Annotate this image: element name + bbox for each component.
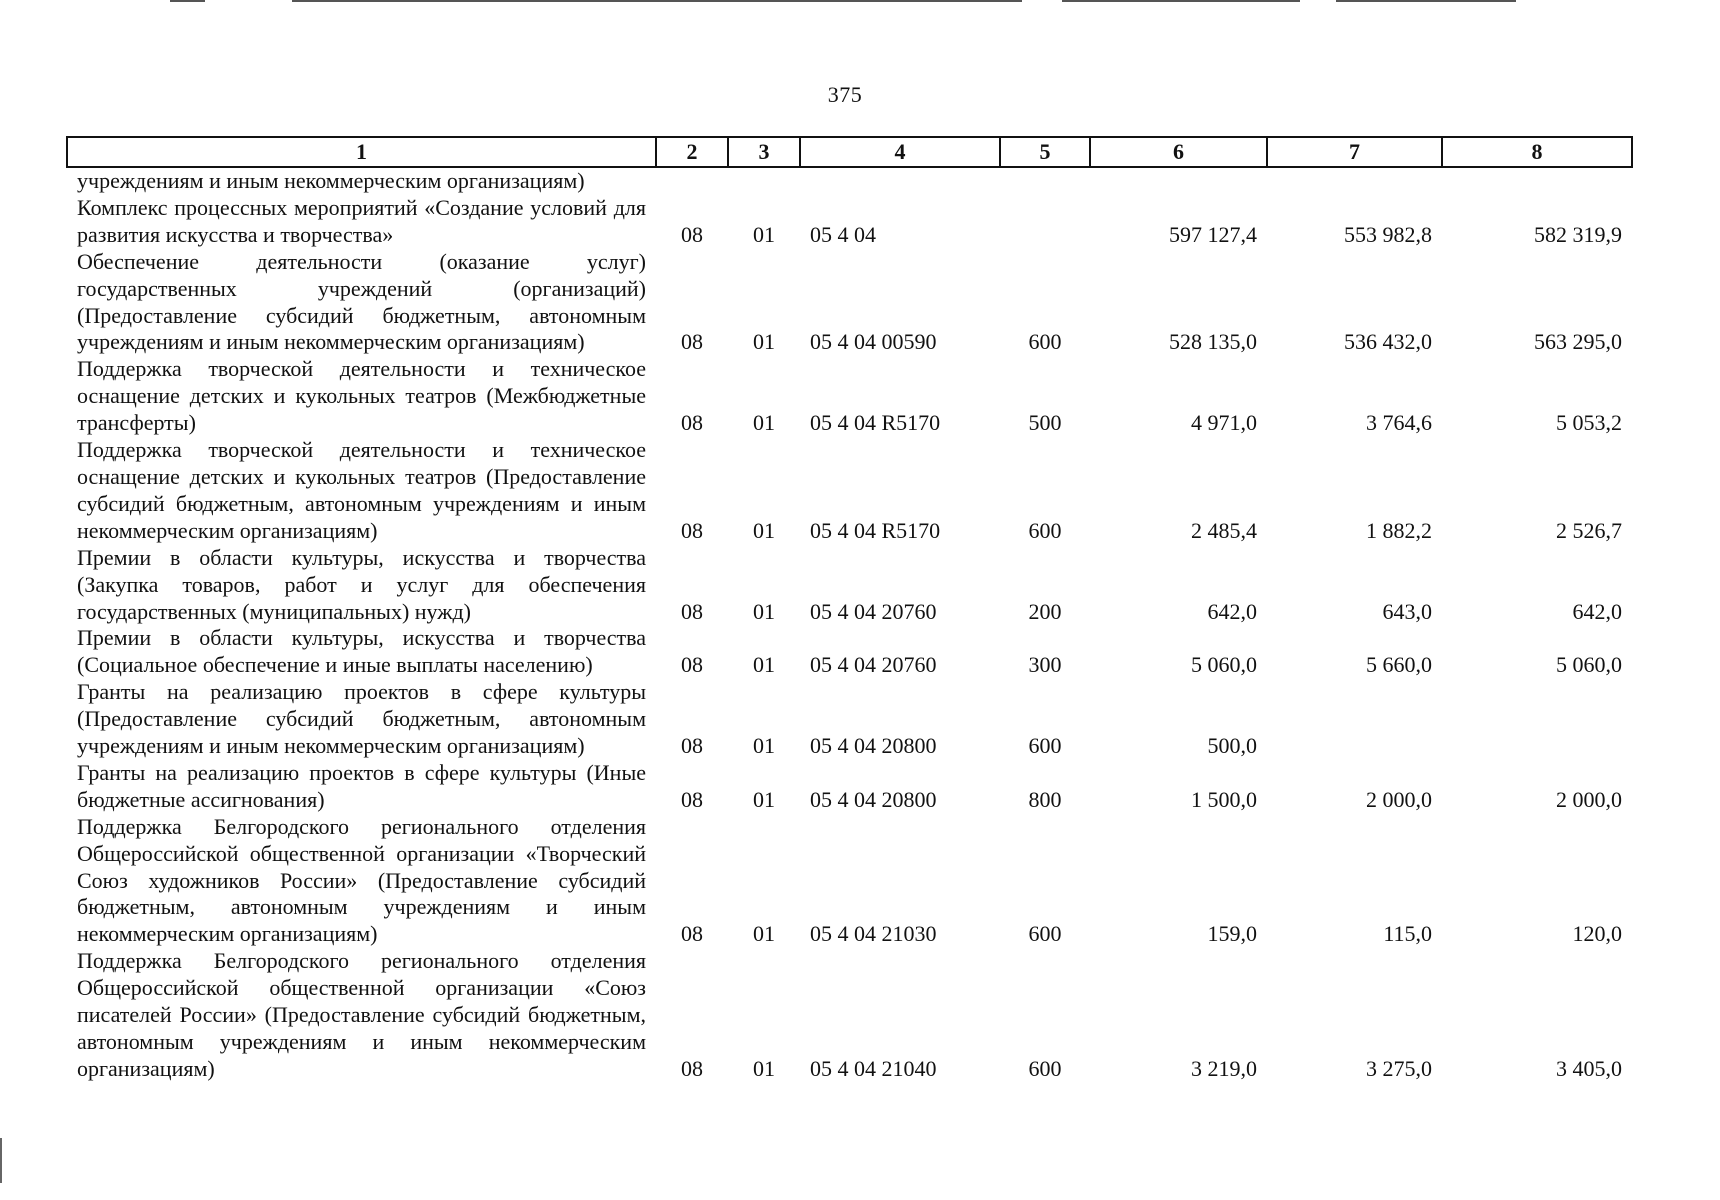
column-header: 3 (728, 137, 800, 167)
amount-col-7: 3 764,6 (1366, 410, 1432, 436)
amount-col-7: 536 432,0 (1344, 329, 1432, 355)
row-description: Поддержка творческой деятельности и техническое оснащение детских и кукольных театров (Предоставление субсидий бюджетным, автономным учреждениям и иным некоммерческим организациям) (77, 437, 646, 543)
section-code (656, 167, 728, 195)
amount-col-7: 115,0 (1383, 921, 1432, 947)
target-article-code: 05 4 04 20800 (810, 733, 937, 759)
amount-col-7: 1 882,2 (1366, 517, 1432, 543)
scan-edge-line (1062, 0, 1300, 2)
table-body (67, 167, 1632, 1083)
page-number: 375 (827, 82, 863, 107)
subsection-code: 01 (753, 733, 775, 759)
amount-col-6: 159,0 (1207, 921, 1257, 947)
amount-col-6: 5 060,0 (1191, 652, 1257, 678)
amount-col-7 (1267, 167, 1442, 195)
row-description: Премии в области культуры, искусства и творчества (Социальное обеспечение и иные выплаты населению) (77, 625, 646, 678)
amount-col-8: 582 319,9 (1534, 221, 1622, 247)
amount-col-8 (1442, 679, 1632, 760)
row-description: Поддержка Белгородского регионального отделения Общероссийской общественной организации «Союз писателей России» (Предоставление субсидий бюджетным, автономным учреждениям и иным некоммерческим организациям) (77, 948, 646, 1081)
subsection-code: 01 (753, 1055, 775, 1081)
expense-type-code: 600 (1028, 517, 1062, 543)
table-row (67, 545, 1632, 626)
target-article-code: 05 4 04 20760 (810, 652, 937, 678)
column-header: 6 (1090, 137, 1267, 167)
expense-type-code: 600 (1028, 329, 1062, 355)
section-code: 08 (681, 652, 703, 678)
amount-col-7: 2 000,0 (1366, 786, 1432, 812)
table-row (67, 948, 1632, 1083)
amount-col-8: 3 405,0 (1556, 1055, 1622, 1081)
amount-col-6: 4 971,0 (1191, 410, 1257, 436)
row-description: Гранты на реализацию проектов в сфере культуры (Иные бюджетные ассигнования) (77, 759, 646, 812)
table-row (67, 625, 1632, 679)
table-row (67, 760, 1632, 814)
amount-col-6: 528 135,0 (1169, 329, 1257, 355)
amount-col-7: 3 275,0 (1366, 1055, 1432, 1081)
amount-col-8: 642,0 (1572, 598, 1622, 624)
section-code: 08 (681, 598, 703, 624)
amount-col-8: 2 000,0 (1556, 786, 1622, 812)
scan-edge-line (1336, 0, 1516, 2)
section-code: 08 (681, 329, 703, 355)
table-header-row (67, 137, 1632, 167)
amount-col-8 (1442, 167, 1632, 195)
section-code: 08 (681, 786, 703, 812)
expense-type-code: 300 (1028, 652, 1062, 678)
expense-type-code (1000, 195, 1090, 249)
section-code: 08 (681, 1055, 703, 1081)
expense-type-code: 600 (1028, 733, 1062, 759)
amount-col-6: 642,0 (1207, 598, 1257, 624)
section-code: 08 (681, 221, 703, 247)
column-header: 7 (1267, 137, 1442, 167)
expense-type-code: 800 (1028, 786, 1062, 812)
table-row (67, 167, 1632, 195)
subsection-code: 01 (753, 786, 775, 812)
expense-type-code (1000, 167, 1090, 195)
amount-col-8: 120,0 (1572, 921, 1622, 947)
table-row (67, 437, 1632, 545)
amount-col-7: 643,0 (1382, 598, 1432, 624)
row-description: учреждениям и иным некоммерческим организациям) (77, 168, 585, 193)
amount-col-6 (1090, 167, 1267, 195)
subsection-code: 01 (753, 221, 775, 247)
amount-col-8: 5 053,2 (1556, 410, 1622, 436)
section-code: 08 (681, 517, 703, 543)
subsection-code: 01 (753, 329, 775, 355)
row-description: Поддержка Белгородского регионального отделения Общероссийской общественной организации «Творческий Союз художников России» (Предоставление субсидий бюджетным, автономным учреждениям и иным некоммерческим организациям) (77, 813, 646, 947)
column-header: 5 (1000, 137, 1090, 167)
table-row (67, 356, 1632, 437)
target-article-code: 05 4 04 20800 (810, 786, 937, 812)
amount-col-6: 500,0 (1207, 733, 1257, 759)
target-article-code: 05 4 04 R5170 (810, 410, 941, 436)
column-header: 4 (800, 137, 1000, 167)
amount-col-6: 1 500,0 (1191, 786, 1257, 812)
expense-type-code: 500 (1028, 410, 1062, 436)
amount-col-6: 597 127,4 (1169, 221, 1257, 247)
subsection-code: 01 (753, 410, 775, 436)
section-code: 08 (681, 410, 703, 436)
column-header: 1 (67, 137, 656, 167)
amount-col-7 (1267, 679, 1442, 760)
expense-type-code: 200 (1028, 598, 1062, 624)
scan-edge-line (0, 1138, 2, 1183)
amount-col-6: 3 219,0 (1191, 1055, 1257, 1081)
row-description: Гранты на реализацию проектов в сфере культуры (Предоставление субсидий бюджетным, автономным учреждениям и иным некоммерческим организациям) (77, 679, 646, 759)
amount-col-7: 5 660,0 (1366, 652, 1432, 678)
target-article-code: 05 4 04 20760 (810, 598, 937, 624)
target-article-code: 05 4 04 21030 (810, 921, 937, 947)
section-code: 08 (681, 733, 703, 759)
target-article-code (800, 167, 1000, 195)
subsection-code: 01 (753, 652, 775, 678)
table-row (67, 195, 1632, 249)
target-article-code: 05 4 04 R5170 (810, 517, 941, 543)
amount-col-8: 5 060,0 (1556, 652, 1622, 678)
budget-table (66, 136, 1633, 1083)
row-description: Комплекс процессных мероприятий «Создание условий для развития искусства и творчества» (77, 194, 646, 247)
row-description: Обеспечение деятельности (оказание услуг) государственных учреждений (организаций) (Предоставление субсидий бюджетным, автономным учреждениям и иным некоммерческим организациям) (77, 248, 646, 355)
subsection-code: 01 (753, 921, 775, 947)
table-row (67, 249, 1632, 357)
section-code: 08 (681, 921, 703, 947)
expense-type-code: 600 (1028, 921, 1062, 947)
scan-edge-line (292, 0, 1022, 2)
target-article-code: 05 4 04 (810, 221, 876, 247)
target-article-code: 05 4 04 00590 (810, 329, 937, 355)
amount-col-6: 2 485,4 (1191, 517, 1257, 543)
subsection-code: 01 (753, 598, 775, 624)
amount-col-8: 563 295,0 (1534, 329, 1622, 355)
target-article-code: 05 4 04 21040 (810, 1055, 937, 1081)
amount-col-7: 553 982,8 (1344, 221, 1432, 247)
expense-type-code: 600 (1028, 1055, 1062, 1081)
column-header: 8 (1442, 137, 1632, 167)
subsection-code: 01 (753, 517, 775, 543)
amount-col-8: 2 526,7 (1556, 517, 1622, 543)
table-row (67, 814, 1632, 949)
row-description: Поддержка творческой деятельности и техническое оснащение детских и кукольных театров (Межбюджетные трансферты) (77, 356, 646, 436)
subsection-code (728, 167, 800, 195)
row-description: Премии в области культуры, искусства и творчества (Закупка товаров, работ и услуг для обеспечения государственных (муниципальных) нужд) (77, 544, 646, 624)
table-row (67, 679, 1632, 760)
scan-edge-line (170, 0, 205, 2)
column-header: 2 (656, 137, 728, 167)
